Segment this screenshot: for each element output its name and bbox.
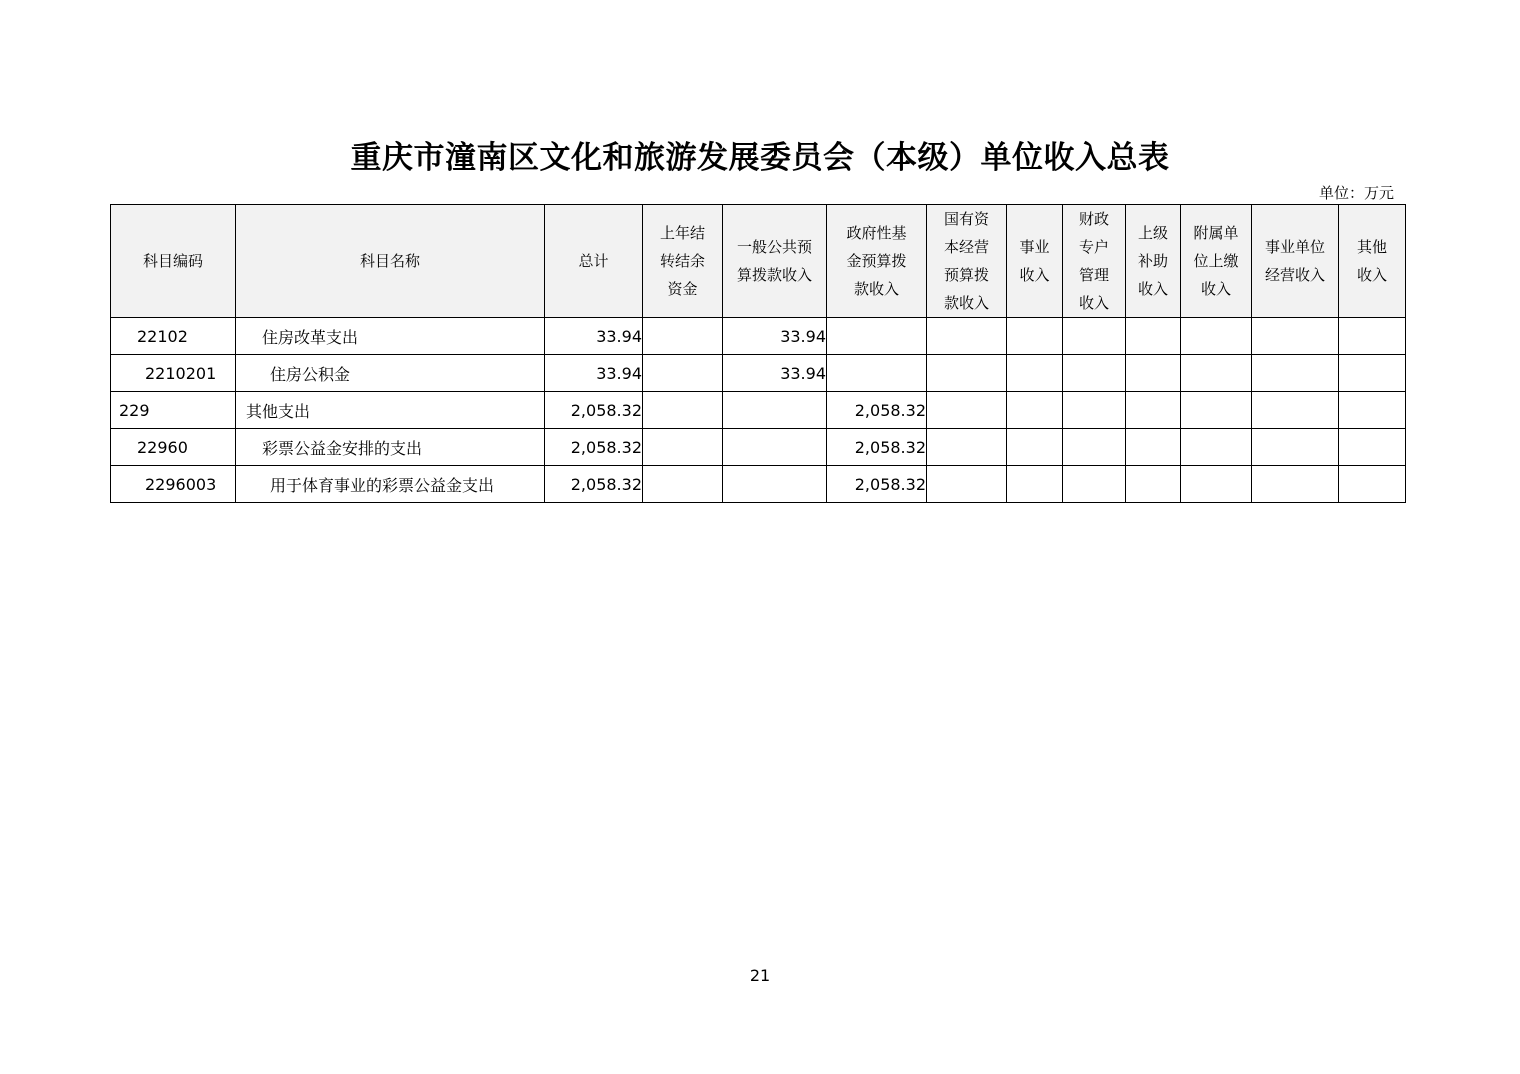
row-code: 22102 bbox=[111, 318, 236, 355]
header-special-account bbox=[1063, 205, 1126, 318]
header-other-income-label: 其他 收入 bbox=[1356, 238, 1387, 284]
row-other-income bbox=[1339, 318, 1406, 355]
income-summary-table bbox=[110, 204, 1406, 503]
header-business-income bbox=[1007, 205, 1063, 318]
row-carryover bbox=[643, 318, 723, 355]
row-special-account bbox=[1063, 318, 1126, 355]
table-row bbox=[111, 355, 1406, 392]
row-code: 2210201 bbox=[111, 355, 236, 392]
row-business-income bbox=[1007, 429, 1063, 466]
row-name: 用于体育事业的彩票公益金支出 bbox=[236, 466, 545, 503]
row-code: 229 bbox=[111, 392, 236, 429]
header-general-budget-label: 一般公共预 算拨款收入 bbox=[736, 238, 812, 284]
table-row bbox=[111, 318, 1406, 355]
row-gov-fund: 2,058.32 bbox=[827, 429, 927, 466]
row-operating-income bbox=[1252, 466, 1339, 503]
row-superior-subsidy bbox=[1126, 355, 1181, 392]
row-gov-fund bbox=[827, 355, 927, 392]
header-general-budget bbox=[723, 205, 827, 318]
row-other-income bbox=[1339, 355, 1406, 392]
header-affiliate-payment bbox=[1181, 205, 1252, 318]
header-name-label: 科目名称 bbox=[359, 252, 420, 270]
header-code bbox=[111, 205, 236, 318]
row-general-budget bbox=[723, 429, 827, 466]
row-special-account bbox=[1063, 392, 1126, 429]
row-general-budget bbox=[723, 392, 827, 429]
row-gov-fund bbox=[827, 318, 927, 355]
row-other-income bbox=[1339, 466, 1406, 503]
header-total-label: 总计 bbox=[578, 252, 609, 270]
header-name bbox=[236, 205, 545, 318]
row-business-income bbox=[1007, 318, 1063, 355]
row-state-capital bbox=[927, 318, 1007, 355]
row-code: 2296003 bbox=[111, 466, 236, 503]
unit-label: 单位：万元 bbox=[1318, 184, 1394, 202]
row-special-account bbox=[1063, 466, 1126, 503]
row-total: 2,058.32 bbox=[545, 466, 643, 503]
row-name: 其他支出 bbox=[236, 392, 545, 429]
header-carryover-label: 上年结 转结余 资金 bbox=[659, 224, 705, 298]
row-carryover bbox=[643, 355, 723, 392]
row-gov-fund: 2,058.32 bbox=[827, 392, 927, 429]
row-operating-income bbox=[1252, 355, 1339, 392]
row-superior-subsidy bbox=[1126, 392, 1181, 429]
table-header-row bbox=[111, 205, 1406, 318]
header-superior-subsidy-label: 上级 补助 收入 bbox=[1137, 224, 1168, 298]
row-other-income bbox=[1339, 392, 1406, 429]
table-row bbox=[111, 392, 1406, 429]
row-special-account bbox=[1063, 355, 1126, 392]
row-code: 22960 bbox=[111, 429, 236, 466]
page-number: 21 bbox=[749, 966, 771, 985]
row-special-account bbox=[1063, 429, 1126, 466]
row-name: 住房公积金 bbox=[236, 355, 545, 392]
row-general-budget: 33.94 bbox=[723, 355, 827, 392]
page-title: 重庆市潼南区文化和旅游发展委员会（本级）单位收入总表 bbox=[350, 140, 1170, 176]
header-operating-income-label: 事业单位 经营收入 bbox=[1264, 238, 1325, 284]
header-gov-fund bbox=[827, 205, 927, 318]
row-carryover bbox=[643, 429, 723, 466]
header-carryover bbox=[643, 205, 723, 318]
row-affiliate-payment bbox=[1181, 355, 1252, 392]
row-business-income bbox=[1007, 466, 1063, 503]
row-superior-subsidy bbox=[1126, 429, 1181, 466]
header-state-capital bbox=[927, 205, 1007, 318]
row-carryover bbox=[643, 392, 723, 429]
header-affiliate-payment-label: 附属单 位上缴 收入 bbox=[1193, 224, 1239, 298]
row-carryover bbox=[643, 466, 723, 503]
row-state-capital bbox=[927, 466, 1007, 503]
header-code-label: 科目编码 bbox=[142, 252, 203, 270]
row-general-budget: 33.94 bbox=[723, 318, 827, 355]
row-name: 彩票公益金安排的支出 bbox=[236, 429, 545, 466]
table-row bbox=[111, 466, 1406, 503]
row-state-capital bbox=[927, 392, 1007, 429]
row-business-income bbox=[1007, 392, 1063, 429]
row-superior-subsidy bbox=[1126, 318, 1181, 355]
header-other-income bbox=[1339, 205, 1406, 318]
row-affiliate-payment bbox=[1181, 392, 1252, 429]
row-affiliate-payment bbox=[1181, 429, 1252, 466]
header-superior-subsidy bbox=[1126, 205, 1181, 318]
header-operating-income bbox=[1252, 205, 1339, 318]
row-business-income bbox=[1007, 355, 1063, 392]
row-operating-income bbox=[1252, 392, 1339, 429]
row-operating-income bbox=[1252, 429, 1339, 466]
header-total bbox=[545, 205, 643, 318]
row-state-capital bbox=[927, 429, 1007, 466]
row-affiliate-payment bbox=[1181, 466, 1252, 503]
row-operating-income bbox=[1252, 318, 1339, 355]
row-total: 33.94 bbox=[545, 355, 643, 392]
header-gov-fund-label: 政府性基 金预算拨 款收入 bbox=[846, 224, 907, 298]
header-business-income-label: 事业 收入 bbox=[1019, 238, 1050, 284]
row-superior-subsidy bbox=[1126, 466, 1181, 503]
row-total: 2,058.32 bbox=[545, 429, 643, 466]
row-general-budget bbox=[723, 466, 827, 503]
row-other-income bbox=[1339, 429, 1406, 466]
row-state-capital bbox=[927, 355, 1007, 392]
table-row bbox=[111, 429, 1406, 466]
row-affiliate-payment bbox=[1181, 318, 1252, 355]
row-name: 住房改革支出 bbox=[236, 318, 545, 355]
row-gov-fund: 2,058.32 bbox=[827, 466, 927, 503]
header-special-account-label: 财政 专户 管理 收入 bbox=[1078, 210, 1109, 312]
header-state-capital-label: 国有资 本经营 预算拨 款收入 bbox=[943, 210, 989, 312]
row-total: 2,058.32 bbox=[545, 392, 643, 429]
row-total: 33.94 bbox=[545, 318, 643, 355]
